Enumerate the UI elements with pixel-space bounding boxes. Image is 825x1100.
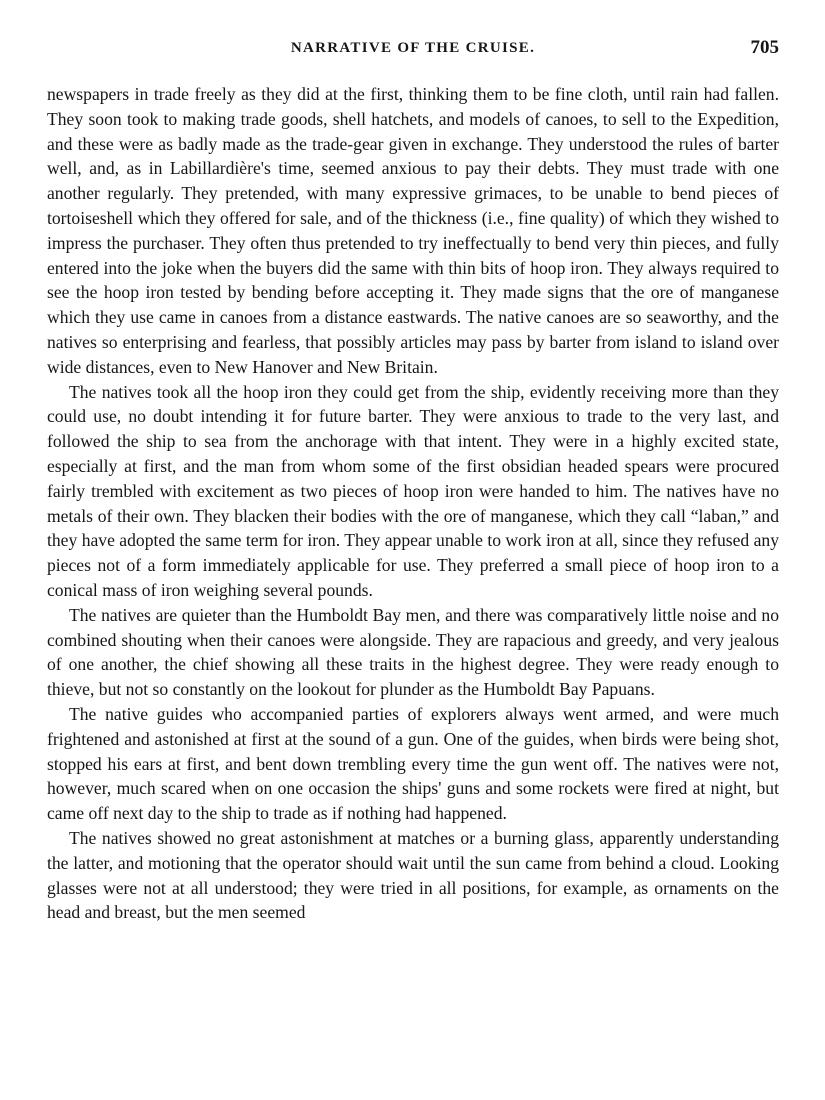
paragraph-3: The natives are quieter than the Humboldt Bay men, and there was comparatively little noise and no combined shouting when their canoes were alongside. They are rapacious and greedy, and very jealous of one another, the chief showing all these traits in the highest degree. They were ready enough to thieve, but not so constantly on the lookout for plunder as the Humboldt Bay Papuans.	[47, 604, 779, 700]
page-number: 705	[750, 37, 779, 58]
paragraph-5: The natives showed no great astonishment at matches or a burning glass, apparently understanding the latter, and motioning that the operator should wait until the sun came from behind a cloud. Looking glasses were not at all understood; they were tried in all positions, for example, as ornaments on the head and breast, but the men seemed	[47, 827, 779, 923]
running-head	[47, 37, 779, 66]
paragraph-4: The native guides who accompanied parties of explorers always went armed, and were much frightened and astonished at first at the sound of a gun. One of the guides, when birds were being shot, stopped his ears at first, and bent down trembling every time the gun went off. The natives were not, however, much scared when on one occasion the ships' guns and some rockets were fired at night, but came off next day to the ship to trade as if nothing had happened.	[47, 703, 779, 824]
page-body	[47, 82, 779, 925]
paragraph-1: newspapers in trade freely as they did at the first, thinking them to be fine cloth, until rain had fallen. They soon took to making trade goods, shell hatchets, and models of canoes, to sell to the Expedition, and these were as badly made as the trade-gear given in exchange. They understood the rules of barter well, and, as in Labillardière's time, seemed anxious to pay their debts. They must trade with one another regularly. They pretended, with many expressive grimaces, to be unable to bend pieces of tortoiseshell which they offered for sale, and of the thickness (i.e., fine quality) of which they wished to impress the purchaser. They often thus pretended to try ineffectually to bend very thin pieces, and fully entered into the joke when the buyers did the same with thin bits of hoop iron. They always required to see the hoop iron tested by bending before accepting it. They made signs that the ore of manganese which they use came in canoes from a distance eastwards. The native canoes are so seaworthy, and the natives so enterprising and fearless, that possibly articles may pass by barter from island to island over wide distances, even to New Hanover and New Britain.	[47, 84, 779, 377]
running-title: NARRATIVE OF THE CRUISE.	[290, 40, 536, 56]
book-page	[47, 37, 779, 925]
paragraph-2: The natives took all the hoop iron they could get from the ship, evidently receiving more than they could use, no doubt intending it for future barter. They were anxious to trade to the very last, and followed the ship to sea from the anchorage with that intent. They were in a highly excited state, especially at first, and the man from whom some of the first obsidian headed spears were procured fairly trembled with excitement as two pieces of hoop iron were handed to him. The natives have no metals of their own. They blacken their bodies with the ore of manganese, which they call “laban,” and they have adopted the same term for iron. They appear unable to work iron at all, since they refused any pieces not of a form immediately applicable for use. They preferred a small piece of hoop iron to a conical mass of iron weighing several pounds.	[47, 381, 779, 600]
